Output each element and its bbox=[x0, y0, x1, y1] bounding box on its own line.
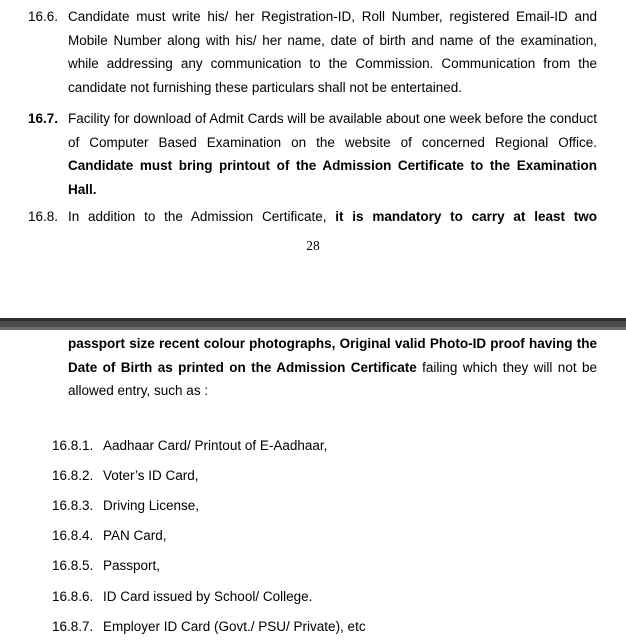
page-number: 28 bbox=[306, 238, 320, 253]
list-item-number: 16.8.4. bbox=[52, 528, 94, 543]
list-item bbox=[52, 556, 160, 576]
continuation-bold-text: passport size recent colour photographs, Original valid Photo-ID proof having the Date of Birth as printed on the Admission Certificate bbox=[68, 336, 597, 375]
list-item-number: 16.8.1. bbox=[52, 438, 94, 453]
paragraph-body bbox=[68, 5, 597, 99]
list-item bbox=[52, 466, 199, 486]
continuation-text: failing which they will not be allowed entry, such as : bbox=[68, 359, 597, 398]
list-item-number: 16.8.5. bbox=[52, 558, 94, 573]
list-item bbox=[52, 526, 167, 546]
paragraph-body bbox=[68, 205, 597, 229]
page-break-divider bbox=[0, 318, 626, 330]
list-item-number: 16.8.7. bbox=[52, 619, 94, 634]
paragraph-bold-text: it is mandatory to carry at least two bbox=[335, 209, 597, 224]
paragraph-bold-text: Candidate must bring printout of the Admission Certificate to the Examination Hall. bbox=[68, 158, 597, 197]
paragraph-16-8-continuation bbox=[68, 332, 597, 403]
list-item bbox=[52, 496, 199, 516]
list-item-number: 16.8.6. bbox=[52, 589, 94, 604]
paragraph-16-8 bbox=[28, 205, 597, 229]
paragraph-number: 16.7. bbox=[28, 111, 59, 126]
paragraph-text: Facility for download of Admit Cards will be available about one week before the conduct of Computer Based Examination on the website of concerned Regional Office. bbox=[68, 111, 597, 150]
list-item-label: Aadhaar Card/ Printout of E-Aadhaar, bbox=[103, 438, 328, 453]
list-item-number: 16.8.3. bbox=[52, 498, 94, 513]
list-item-label: Voter’s ID Card, bbox=[103, 468, 199, 483]
document-page-upper bbox=[0, 0, 626, 318]
list-item bbox=[52, 587, 312, 607]
paragraph-number: 16.8. bbox=[28, 209, 59, 224]
list-item-label: Employer ID Card (Govt./ PSU/ Private), etc bbox=[103, 619, 366, 634]
list-item bbox=[52, 436, 327, 456]
list-item bbox=[52, 617, 366, 637]
list-item-label: Driving License, bbox=[103, 498, 200, 513]
paragraph-text: In addition to the Admission Certificate, bbox=[68, 209, 327, 224]
paragraph-16-7 bbox=[28, 107, 597, 201]
list-item-label: PAN Card, bbox=[103, 528, 167, 543]
paragraph-body bbox=[68, 107, 597, 201]
paragraph-16-6 bbox=[28, 5, 597, 99]
list-item-label: ID Card issued by School/ College. bbox=[103, 589, 313, 604]
paragraph-number: 16.6. bbox=[28, 9, 59, 24]
paragraph-text: Candidate must write his/ her Registration-ID, Roll Number, registered Email-ID and Mobile Number along with his/ her name, date of birth and name of the examination, while addressing any communication to the Commission. Communication from the candidate not furnishing these particulars shall not be entertained. bbox=[68, 9, 597, 95]
list-item-label: Passport, bbox=[103, 558, 161, 573]
list-item-number: 16.8.2. bbox=[52, 468, 94, 483]
